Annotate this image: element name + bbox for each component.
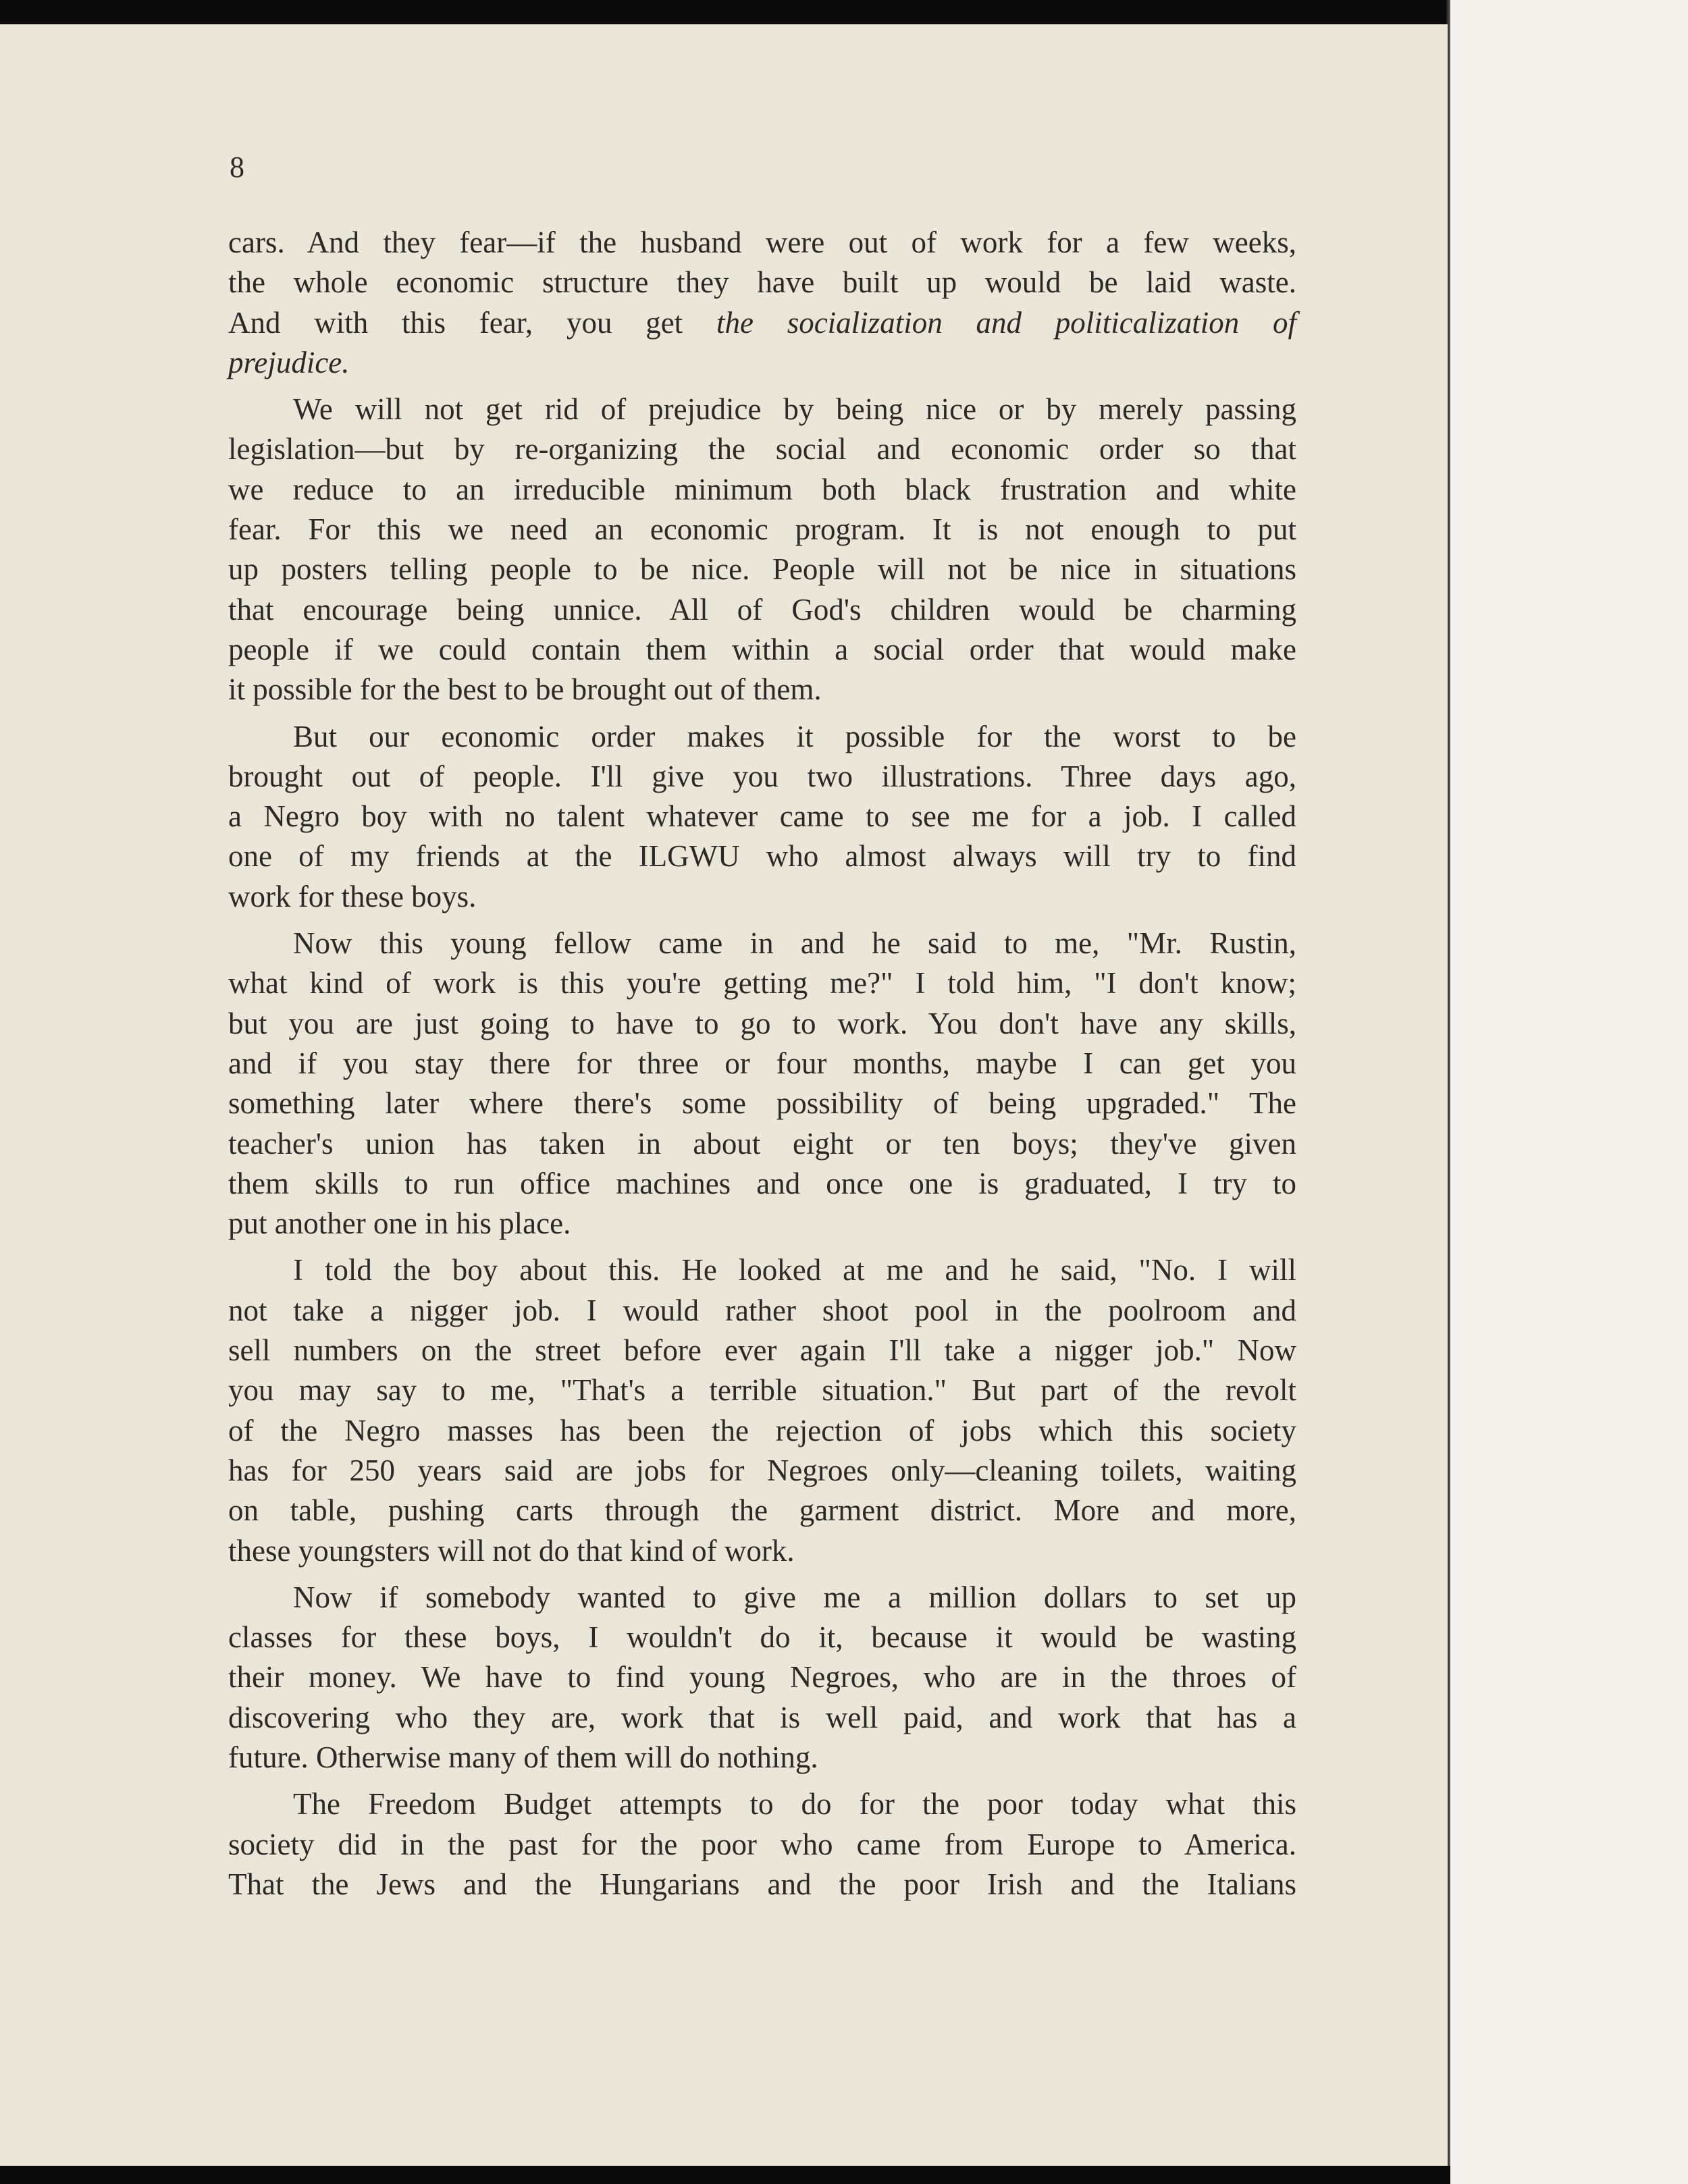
text-line: a Negro boy with no talent whatever came to see me for a job. I called	[228, 799, 1296, 834]
text-line: Now this young fellow came in and he said to me, "Mr. Rustin,	[293, 926, 1296, 961]
body-text	[228, 223, 1296, 1911]
text-line: and if you stay there for three or four months, maybe I can get you	[228, 1046, 1296, 1080]
text-line: Now if somebody wanted to give me a million dollars to set up	[293, 1580, 1296, 1614]
text-line: has for 250 years said are jobs for Negroes only—cleaning toilets, waiting	[228, 1453, 1296, 1487]
text-line: cars. And they fear—if the husband were out of work for a few weeks,	[228, 225, 1296, 259]
text-line: work for these boys.	[228, 879, 477, 913]
scan-right-margin	[1450, 0, 1688, 2184]
text-line	[228, 343, 1296, 383]
text-line: of the Negro masses has been the rejection of jobs which this society	[228, 1413, 1296, 1447]
text-line: but you are just going to have to go to work. You don't have any skills,	[228, 1006, 1296, 1040]
text-line: put another one in his place.	[228, 1206, 571, 1241]
text-line: something later where there's some possibility of being upgraded." The	[228, 1086, 1296, 1121]
text-line: legislation—but by re-organizing the social and economic order so that	[228, 432, 1296, 467]
text-line: the whole economic structure they have built up would be laid waste.	[228, 265, 1296, 300]
text-line: people if we could contain them within a social order that would make	[228, 632, 1296, 666]
emphasis-phrase: the socialization and politicalization of	[716, 305, 1297, 340]
text-line: That the Jews and the Hungarians and the poor Irish and the Italians	[228, 1867, 1296, 1901]
text-line: future. Otherwise many of them will do nothing.	[228, 1740, 818, 1774]
document-page	[0, 24, 1448, 2166]
text-line: we reduce to an irreducible minimum both black frustration and white	[228, 472, 1296, 506]
paragraph-1	[228, 223, 1296, 383]
emphasis-word: prejudice.	[228, 345, 350, 379]
text-line: not take a nigger job. I would rather shoot pool in the poolroom and	[228, 1293, 1296, 1327]
text-line: their money. We have to find young Negroes, who are in the throes of	[228, 1660, 1296, 1695]
text-line: you may say to me, "That's a terrible situation." But part of the revolt	[228, 1373, 1296, 1408]
text-line: I told the boy about this. He looked at me and he said, "No. I will	[293, 1253, 1296, 1287]
paragraph-3	[228, 717, 1296, 917]
text-line: discovering who they are, work that is well paid, and work that has a	[228, 1700, 1296, 1734]
text-line: them skills to run office machines and once one is graduated, I try to	[228, 1166, 1296, 1200]
page-number: 8	[230, 151, 244, 184]
text-line: fear. For this we need an economic program. It is not enough to put	[228, 512, 1296, 547]
paragraph-4	[228, 924, 1296, 1244]
text-line: classes for these boys, I wouldn't do it, because it would be wasting	[228, 1620, 1296, 1655]
text-line: one of my friends at the ILGWU who almost always will try to find	[228, 839, 1296, 874]
paragraph-2	[228, 390, 1296, 710]
text-line: these youngsters will not do that kind of work.	[228, 1533, 795, 1568]
text-line: what kind of work is this you're getting me?" I told him, "I don't know;	[228, 966, 1296, 1001]
text-line: teacher's union has taken in about eight or ten boys; they've given	[228, 1126, 1296, 1161]
text-line	[228, 303, 1296, 343]
text-line: But our economic order makes it possible for the worst to be	[293, 719, 1296, 753]
scan-border-top	[0, 0, 1688, 24]
text-line: on table, pushing carts through the garment district. More and more,	[228, 1493, 1296, 1528]
scan-border-bottom	[0, 2166, 1450, 2184]
text-line: up posters telling people to be nice. People will not be nice in situations	[228, 552, 1296, 587]
text-fragment: And with this fear, you get	[228, 305, 716, 340]
paragraph-5	[228, 1250, 1296, 1570]
text-line: society did in the past for the poor who came from Europe to America.	[228, 1827, 1296, 1861]
text-line: The Freedom Budget attempts to do for the poor today what this	[293, 1787, 1296, 1821]
paragraph-6	[228, 1578, 1296, 1778]
text-line: that encourage being unnice. All of God's children would be charming	[228, 592, 1296, 627]
paragraph-7	[228, 1784, 1296, 1905]
text-line: it possible for the best to be brought out of them.	[228, 672, 822, 707]
text-line: We will not get rid of prejudice by being nice or by merely passing	[293, 392, 1296, 427]
text-line: brought out of people. I'll give you two illustrations. Three days ago,	[228, 759, 1296, 793]
text-line: sell numbers on the street before ever again I'll take a nigger job." Now	[228, 1333, 1296, 1368]
